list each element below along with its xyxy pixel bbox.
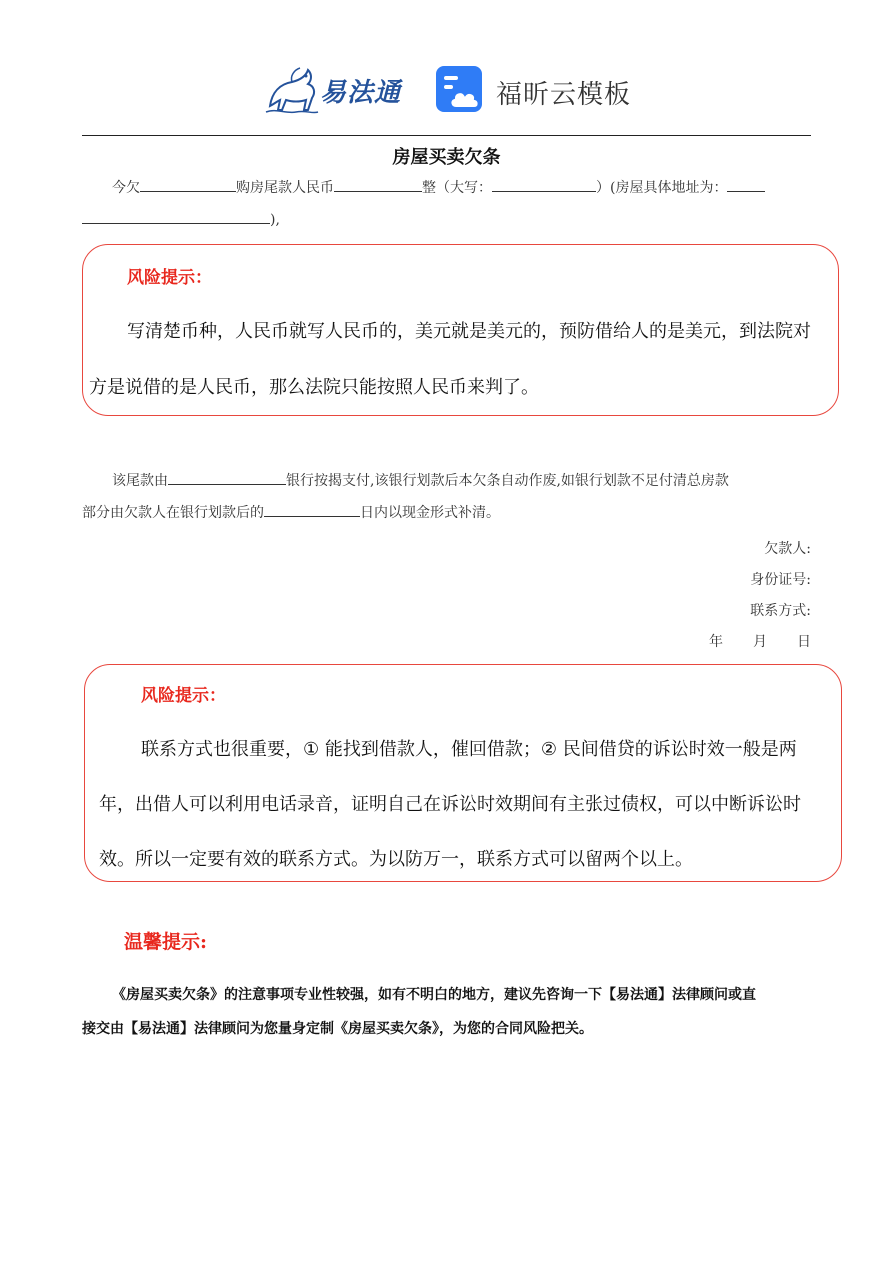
risk-tip-box-currency [82,244,839,416]
para1-text-5: ), [270,212,280,228]
date-year: 年 [709,634,723,650]
date-day: 日 [797,634,811,650]
yifatong-logo [262,62,417,118]
risk-tip-line: 效。所以一定要有效的联系方式。为以防万一，联系方式可以留两个以上。 [99,849,693,870]
risk-tip-title: 风险提示： [127,268,212,288]
warm-tip-text [82,978,817,1046]
para1-text-2: 购房尾款人民币 [236,180,334,196]
warm-tip-line: 《房屋买卖欠条》的注意事项专业性较强，如有不明白的地方，建议先咨询一下【易法通】法律顾问或直 [112,987,756,1003]
paragraph-mortgage [82,465,817,529]
brand-left-text: 易法通 [320,78,402,108]
signature-id-number: 身份证号: [750,572,811,588]
risk-tip-line: 联系方式也很重要，① 能找到借款人，催回借款；② 民间借贷的诉讼时效一般是两 [141,739,797,760]
blank-amount [334,175,422,192]
para2-text-2: 银行按揭支付,该银行划款后本欠条自动作废,如银行划款不足付清总房款 [286,473,729,489]
qilin-icon [262,62,322,118]
risk-tip-line: 方是说借的是人民币，那么法院只能按照人民币来判了。 [89,377,539,398]
para2-text-3: 部分由欠款人在银行划款后的 [82,505,264,521]
brand-right-text: 福昕云模板 [496,80,632,110]
blank-bank [168,468,286,485]
signature-date [709,631,811,651]
blank-debtor [140,175,236,192]
warm-tip-title: 温馨提示: [124,931,208,953]
header [0,58,893,128]
para2-text-4: 日内以现金形式补清。 [360,505,500,521]
risk-tip-line: 年，出借人可以利用电话录音，证明自己在诉讼时效期间有主张过债权，可以中断诉讼时 [99,794,801,815]
risk-tip-box-contact [84,664,842,882]
header-divider [82,135,811,136]
document-title: 房屋买卖欠条 [392,147,501,168]
para2-text-1: 该尾款由 [112,473,168,489]
warm-tip-line: 接交由【易法通】法律顾问为您量身定制《房屋买卖欠条》，为您的合同风险把关。 [82,1021,593,1037]
risk-tip-line: 写清楚币种，人民币就写人民币的，美元就是美元的，预防借给人的是美元，到法院对 [127,321,811,342]
foxit-logo [434,64,654,120]
para1-text-4: ）(房屋具体地址为： [596,180,728,196]
signature-debtor: 欠款人: [764,541,811,557]
risk-tip-title: 风险提示： [141,686,226,706]
cloud-document-icon [434,64,486,116]
blank-address-1 [727,175,765,192]
blank-address-2 [82,207,270,224]
signature-contact: 联系方式: [750,603,811,619]
para1-text-1: 今欠 [112,180,140,196]
paragraph-debt [82,172,817,236]
para1-text-3: 整（大写： [422,180,492,196]
date-month: 月 [753,634,767,650]
blank-amount-uppercase [492,175,596,192]
blank-days [264,500,360,517]
